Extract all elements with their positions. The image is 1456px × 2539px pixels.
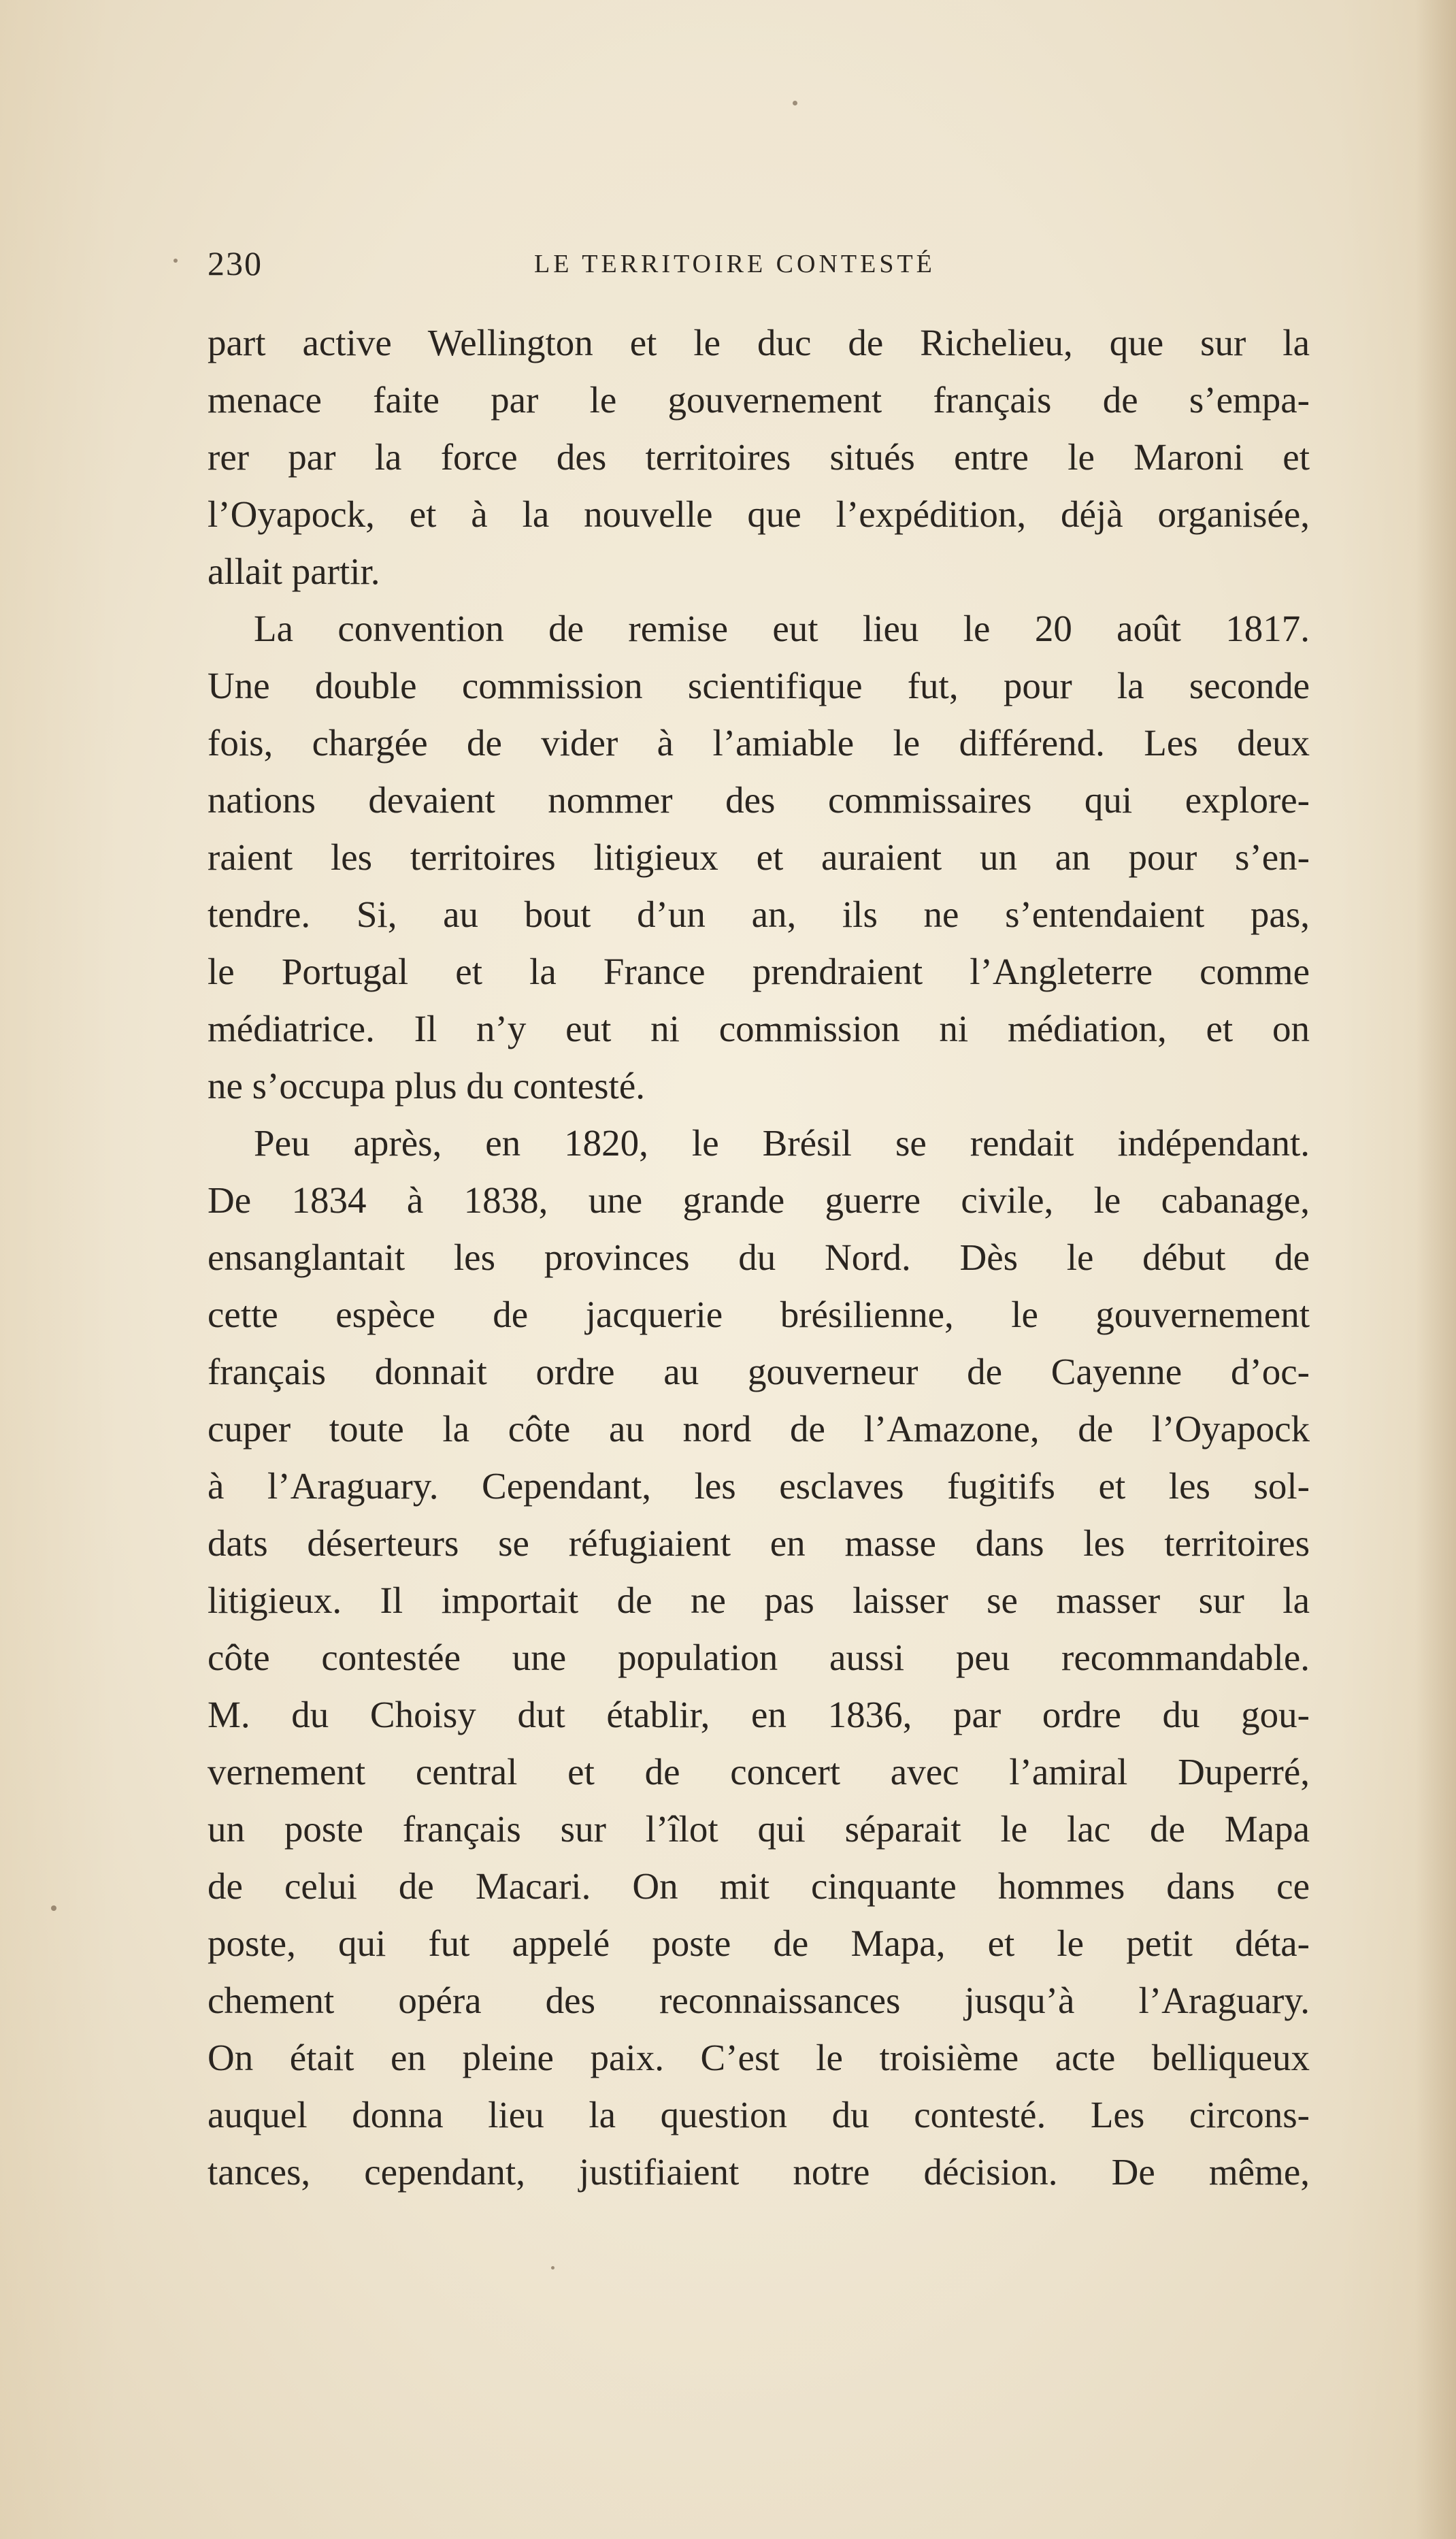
text-line: dats déserteurs se réfugiaient en masse dans les territoires: [208, 1522, 1310, 1564]
paper-speck: [51, 1905, 56, 1911]
text-line: cuper toute la côte au nord de l’Amazone, de l’Oyapock: [208, 1408, 1310, 1449]
text-line: auquel donna lieu la question du contesté. Les circons-: [208, 2094, 1310, 2135]
text-line: poste, qui fut appelé poste de Mapa, et le petit déta-: [208, 1922, 1310, 1964]
text-line: l’Oyapock, et à la nouvelle que l’expédition, déjà organisée,: [208, 493, 1310, 535]
text-line: nations devaient nommer des commissaires qui explore-: [208, 779, 1310, 821]
text-line: chement opéra des reconnaissances jusqu’à l’Araguary.: [208, 1980, 1310, 2021]
text-line: raient les territoires litigieux et auraient un an pour s’en-: [208, 836, 1310, 878]
text-line: part active Wellington et le duc de Richelieu, que sur la: [208, 322, 1310, 363]
text-line: Peu après, en 1820, le Brésil se rendait indépendant.: [254, 1122, 1310, 1164]
text-line: De 1834 à 1838, une grande guerre civile, le cabanage,: [208, 1179, 1310, 1221]
text-line: On était en pleine paix. C’est le troisième acte belliqueux: [208, 2037, 1310, 2078]
text-line: litigieux. Il importait de ne pas laisser se masser sur la: [208, 1579, 1310, 1621]
text-line: vernement central et de concert avec l’amiral Duperré,: [208, 1751, 1310, 1792]
text-line: menace faite par le gouvernement français de s’empa-: [208, 379, 1310, 421]
text-line: à l’Araguary. Cependant, les esclaves fugitifs et les sol-: [208, 1465, 1310, 1507]
text-line: fois, chargée de vider à l’amiable le différend. Les deux: [208, 722, 1310, 764]
text-line: le Portugal et la France prendraient l’Angleterre comme: [208, 951, 1310, 992]
text-line: tances, cependant, justifiaient notre décision. De même,: [208, 2151, 1310, 2193]
page-edge-shadow: [1415, 0, 1456, 2539]
paper-speck: [173, 259, 178, 263]
text-line: La convention de remise eut lieu le 20 août 1817.: [254, 608, 1310, 649]
text-line: M. du Choisy dut établir, en 1836, par ordre du gou-: [208, 1694, 1310, 1735]
text-line: un poste français sur l’îlot qui séparait le lac de Mapa: [208, 1808, 1310, 1850]
text-line: rer par la force des territoires situés entre le Maroni et: [208, 436, 1310, 478]
text-line: côte contestée une population aussi peu recommandable.: [208, 1637, 1310, 1678]
text-line: français donnait ordre au gouverneur de Cayenne d’oc-: [208, 1351, 1310, 1392]
page-number: 230: [208, 244, 263, 282]
text-line: ne s’occupa plus du contesté.: [208, 1065, 646, 1107]
text-line: ensanglantait les provinces du Nord. Dès le début de: [208, 1236, 1310, 1278]
text-line: cette espèce de jacquerie brésilienne, le gouvernement: [208, 1294, 1310, 1335]
text-line: Une double commission scientifique fut, pour la seconde: [208, 665, 1310, 706]
text-line: médiatrice. Il n’y eut ni commission ni médiation, et on: [208, 1008, 1310, 1049]
body-text: [208, 314, 1310, 2201]
paper-speck: [551, 2266, 555, 2270]
text-line: de celui de Macari. On mit cinquante hommes dans ce: [208, 1865, 1310, 1907]
running-head-title: LE TERRITOIRE CONTESTÉ: [534, 250, 936, 278]
text-line: allait partir.: [208, 551, 380, 592]
text-line: tendre. Si, au bout d’un an, ils ne s’entendaient pas,: [208, 894, 1310, 935]
paper-speck: [793, 101, 797, 105]
running-header: [208, 244, 1310, 291]
